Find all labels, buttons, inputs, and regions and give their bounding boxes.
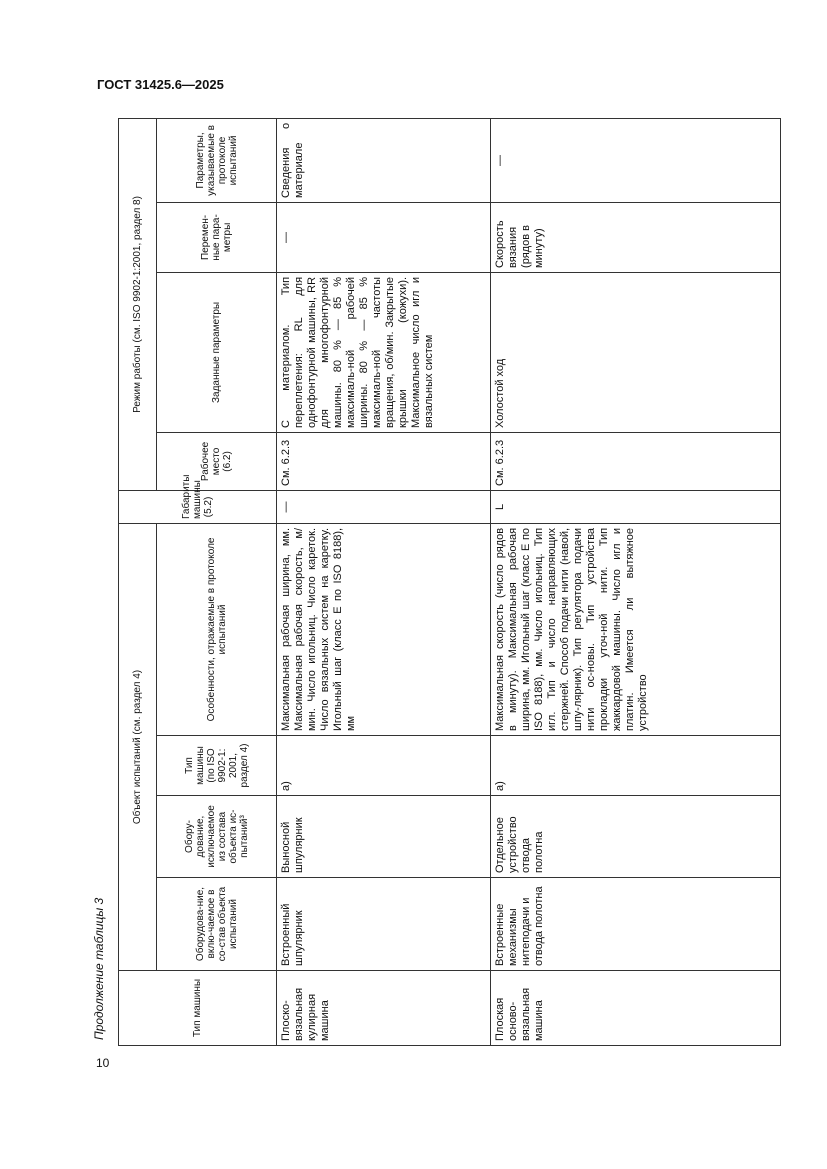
cell-machine-type: Плоская осново-вязальная машина: [491, 971, 781, 1046]
table-header-row: [157, 118, 277, 1045]
col-machine-type: Тип машины: [119, 971, 277, 1046]
cell-features: Максимальная рабочая ширина, мм. Максимальная рабочая скорость, м/мин. Число игольниц. Число кареток. Число вязальных систем на каретку. Игольный шаг (класс E по ISO 8188), мм: [277, 523, 491, 735]
cell-iso-type: a): [491, 736, 781, 796]
requirements-table: [118, 118, 781, 1046]
table-group-header-row: [119, 118, 157, 1045]
cell-dimensions: L: [491, 490, 781, 523]
cell-workplace: См. 6.2.3: [491, 432, 781, 490]
cell-machine-type: Плоско-вязальная кулирная машина: [277, 971, 491, 1046]
col-features: Особенности, отражаемые в протоколе испытаний: [157, 523, 277, 735]
page-number: 10: [96, 1056, 110, 1070]
cell-workplace: См. 6.2.3: [277, 432, 491, 490]
col-included: Оборудова-ние, вклю-чаемое в со-став объекта испытаний: [157, 878, 277, 971]
col-excluded: Обору-дование, исключаемое из состава объекта ис-пытаний³: [157, 796, 277, 878]
col-iso-type: Тип машины (по ISO 9902-1: 2001, раздел 4): [157, 736, 277, 796]
cell-report-params: Сведения о материале: [277, 118, 491, 202]
cell-report-params: —: [491, 118, 781, 202]
rotated-table-container: [118, 119, 762, 1046]
cell-included: Встроенный шпулярник: [277, 878, 491, 971]
cell-var-params: Скорость вязания (рядов в минуту): [491, 202, 781, 272]
cell-excluded: Отдельное устройство отвода полотна: [491, 796, 781, 878]
cell-var-params: —: [277, 202, 491, 272]
col-report-params: Параметры, указываемые в протоколе испытаний: [157, 118, 277, 202]
col-workplace: Рабочее место (6.2): [157, 432, 277, 490]
document-title: ГОСТ 31425.6—2025: [97, 77, 224, 92]
col-set-params: Заданные параметры: [157, 272, 277, 432]
table-row: [491, 118, 781, 1045]
cell-set-params: С материалом. Тип переплетения: RL для однофонтурной машины, RR для многофонтурной машины. 80 % — 85 % максималь-ной рабочей ширины. 80 % — 85 % максималь-ной частоты вращения, об/мин. Закрытые крышки (кожухи). Максимальное число игл и вязальных систем: [277, 272, 491, 432]
table-continuation-caption: Продолжение таблицы 3: [92, 897, 106, 1040]
cell-dimensions: —: [277, 490, 491, 523]
cell-features: Максимальная скорость (число рядов в минуту). Максимальная рабочая ширина, мм. Игольный шаг (класс E по ISO 8188), мм. Число игольниц. Тип игл. Тип и число направляющих стержней. Способ подачи нити (навой, шпу-лярник). Тип регулятора подачи нити ос-новы. Тип устройства прокладки уточ-ной нити. Тип жаккардовой машины. Число игл и платин. Имеется ли вытяжное устройство: [491, 523, 781, 735]
col-var-params: Перемен-ные пара-метры: [157, 202, 277, 272]
group-mode: Режим работы (см. ISO 9902-1:2001, раздел 8): [119, 118, 157, 490]
cell-set-params: Холостой ход: [491, 272, 781, 432]
cell-iso-type: a): [277, 736, 491, 796]
cell-excluded: Выносной шпулярник: [277, 796, 491, 878]
group-object: Объект испытаний (см. раздел 4): [119, 523, 157, 970]
col-dimensions: Габариты машины (5.2): [119, 490, 277, 523]
cell-included: Встроенные механизмы нитеподачи и отвода полотна: [491, 878, 781, 971]
table-row: [277, 118, 491, 1045]
